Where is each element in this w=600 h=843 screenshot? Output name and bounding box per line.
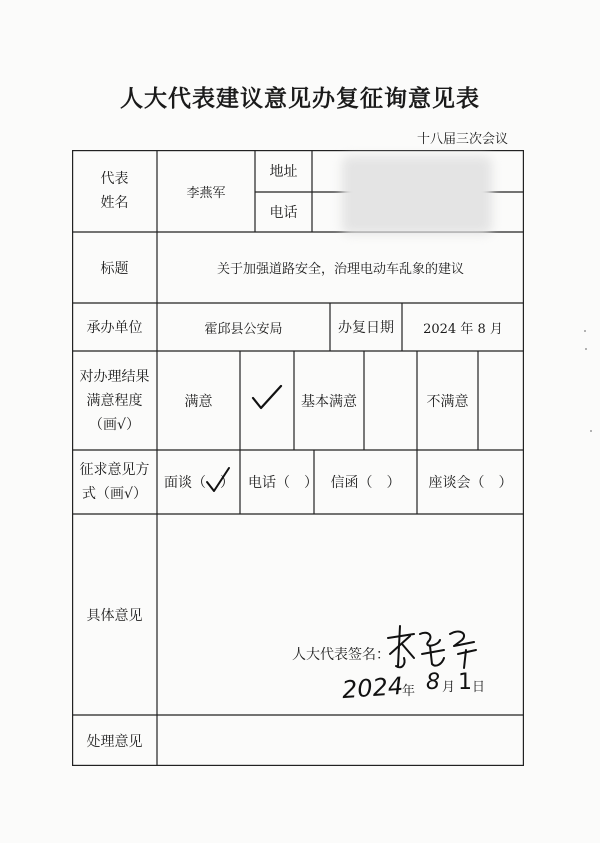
method-letter: 信函（ ） [330, 475, 401, 491]
method-phone: 电话（ ） [248, 475, 318, 491]
satisfaction-label-line1: 对办理结果 [79, 369, 150, 385]
method-meeting: 座谈会（ ） [428, 475, 513, 491]
scan-speck [585, 348, 587, 350]
redacted-contact-info [342, 156, 492, 234]
rep-name-label-line1: 代表 [100, 171, 129, 187]
rep-name-label-line2: 姓名 [100, 195, 129, 211]
unit-label: 承办单位 [86, 320, 143, 336]
reply-date-value: 2024 年 8 月 [423, 321, 503, 337]
page-title: 人大代表建议意见办复征询意见表 [120, 85, 480, 112]
satisfaction-label-line3: （画√） [89, 417, 140, 433]
handwritten-year: 2024 [341, 671, 404, 705]
form-table [72, 150, 524, 766]
sign-year-unit: 年 [402, 684, 416, 699]
unit-value: 霍邱县公安局 [204, 321, 283, 337]
option-basic-satisfied: 基本满意 [301, 393, 357, 410]
method-label-line2: 式（画√） [82, 486, 147, 502]
address-label: 地址 [269, 164, 298, 180]
sign-month-unit: 月 [442, 680, 456, 695]
method-label-line1: 征求意见方 [79, 462, 150, 478]
signature-label: 人大代表签名： [292, 647, 390, 663]
subject-label: 标题 [100, 260, 129, 277]
face-check-mark-icon [204, 466, 232, 496]
handwritten-day: 1 [458, 670, 472, 695]
sign-day-unit: 日 [472, 680, 486, 695]
opinion-label: 具体意见 [86, 607, 143, 624]
satisfaction-label-line2: 满意程度 [86, 393, 143, 409]
rep-name-value: 李燕军 [186, 185, 226, 201]
method-face-text: 面谈（ [164, 475, 206, 491]
handwritten-signature-icon [384, 624, 494, 676]
satisfied-check-mark-icon [250, 384, 284, 414]
method-label [72, 456, 157, 508]
scan-speck [590, 430, 592, 432]
option-unsatisfied: 不满意 [426, 393, 469, 410]
subject-value: 关于加强道路安全，治理电动车乱象的建议 [216, 262, 464, 277]
scan-speck [584, 330, 586, 332]
method-face-close: ） [220, 475, 234, 491]
reply-date-label: 办复日期 [338, 320, 394, 336]
session-label: 十八届三次会议 [416, 132, 508, 147]
satisfaction-label [72, 364, 157, 438]
handwritten-month: 8 [426, 670, 440, 695]
option-satisfied: 满意 [184, 393, 213, 410]
phone-label: 电话 [269, 205, 298, 221]
handling-label: 处理意见 [86, 733, 143, 750]
rep-name-label [72, 164, 157, 218]
